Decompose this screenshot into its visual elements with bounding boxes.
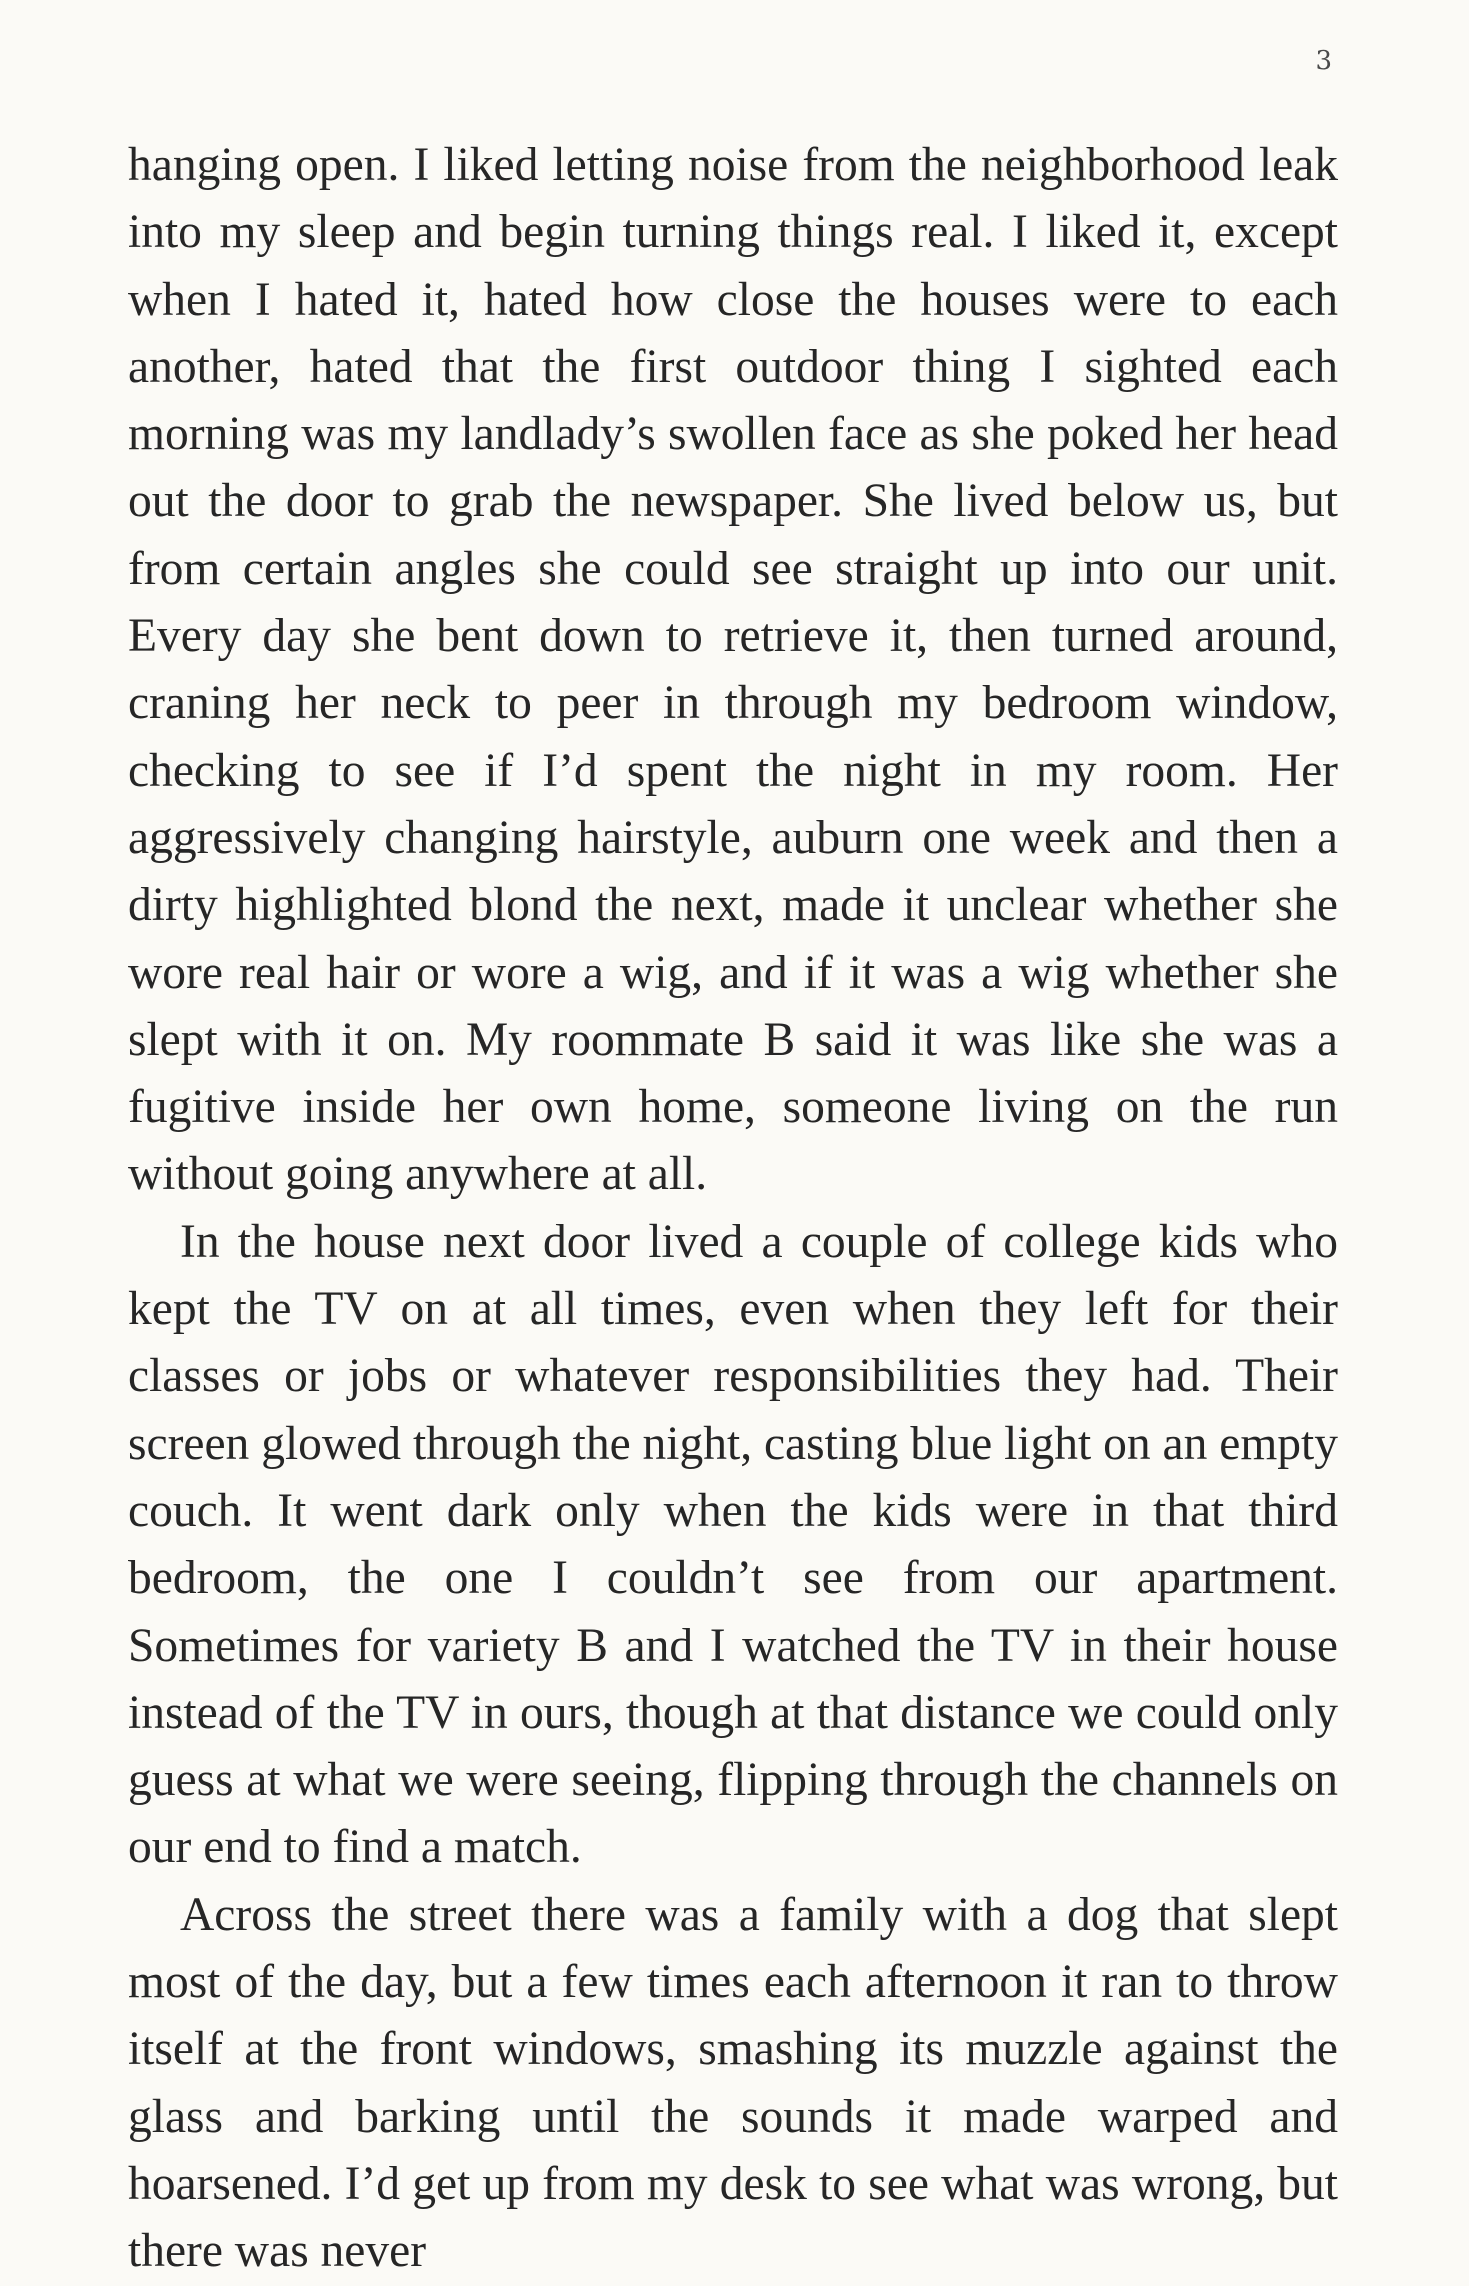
paragraph-1: hanging open. I liked letting noise from the neighborhood leak into my sleep and begin turning things real. I liked it, except when I hated it, hated how close the houses were to each another, hated that the first outdoor thing I sighted each morning was my landlady’s swollen face as she poked her head out the door to grab the newspaper. She lived below us, but from certain angles she could see straight up into our unit. Every day she bent down to retrieve it, then turned around, craning her neck to peer in through my bedroom window, checking to see if I’d spent the night in my room. Her aggressively changing hairstyle, auburn one week and then a dirty highlighted blond the next, made it unclear whether she wore real hair or wore a wig, and if it was a wig whether she slept with it on. My roommate B said it was like she was a fugitive inside her own home, someone living on the run without going anywhere at all.	[128, 139, 1338, 1201]
page-number: 3	[1315, 46, 1332, 76]
paragraph-3: Across the street there was a family with a dog that slept most of the day, but a few times each afternoon it ran to throw itself at the front windows, smashing its muzzle against the glass and barking until the sounds it made warped and hoarsened. I’d get up from my desk to see what was wrong, but there was never	[128, 1888, 1338, 2278]
body-text	[128, 132, 1338, 2286]
paragraph-2: In the house next door lived a couple of college kids who kept the TV on at all times, even when they left for their classes or jobs or whatever responsibilities they had. Their screen glowed through the night, casting blue light on an empty couch. It went dark only when the kids were in that third bedroom, the one I couldn’t see from our apartment. Sometimes for variety B and I watched the TV in their house instead of the TV in ours, though at that distance we could only guess at what we were seeing, flipping through the channels on our end to find a match.	[128, 1215, 1338, 1874]
